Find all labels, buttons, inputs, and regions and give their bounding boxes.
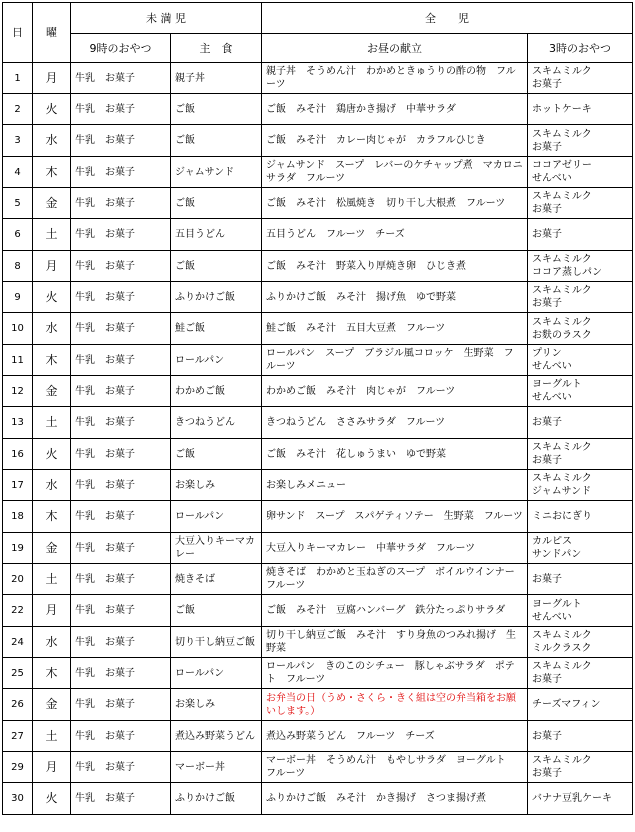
lunch-cell: ジャムサンド スープ レバーのケチャップ煮 マカロニサラダ フルーツ	[262, 157, 528, 188]
snack-3-line-2: せんべい	[532, 173, 572, 184]
snack-3-cell	[528, 658, 633, 689]
day-cell: 16	[3, 439, 33, 470]
snack-3-line-1: ココアゼリー	[532, 160, 592, 171]
weekday-cell: 水	[33, 627, 71, 658]
header-snack-9: 9時のおやつ	[71, 34, 171, 63]
staple-cell: お楽しみ	[171, 470, 262, 501]
staple-cell: ご飯	[171, 251, 262, 282]
snack-9-cell: 牛乳 お菓子	[71, 94, 171, 125]
snack-3-line-1: ミニおにぎり	[532, 511, 592, 522]
weekday-cell: 金	[33, 376, 71, 407]
table-row	[3, 376, 633, 407]
weekday-cell: 木	[33, 157, 71, 188]
snack-3-line-1: お菓子	[532, 417, 562, 428]
staple-cell: ロールパン	[171, 501, 262, 533]
snack-3-cell	[528, 595, 633, 627]
table-row	[3, 783, 633, 815]
lunch-cell: わかめご飯 みそ汁 肉じゃが フルーツ	[262, 376, 528, 407]
weekday-cell: 土	[33, 219, 71, 251]
snack-9-cell: 牛乳 お菓子	[71, 251, 171, 282]
day-cell: 17	[3, 470, 33, 501]
snack-3-line-2: お菓子	[532, 455, 562, 466]
snack-3-line-1: プリン	[532, 348, 562, 359]
weekday-cell: 土	[33, 564, 71, 595]
snack-9-cell: 牛乳 お菓子	[71, 783, 171, 815]
snack-3-cell	[528, 564, 633, 595]
snack-9-cell: 牛乳 お菓子	[71, 188, 171, 219]
snack-9-cell: 牛乳 お菓子	[71, 501, 171, 533]
snack-3-cell	[528, 689, 633, 721]
header-group-all: 全 児	[262, 3, 633, 34]
snack-3-cell	[528, 501, 633, 533]
table-row	[3, 188, 633, 219]
header-row-groups	[3, 3, 633, 34]
snack-3-line-1: ヨーグルト	[532, 379, 582, 390]
header-group-infant: 未 満 児	[71, 3, 262, 34]
snack-3-line-1: ヨーグルト	[532, 598, 582, 610]
snack-9-cell: 牛乳 お菓子	[71, 157, 171, 188]
staple-cell: マーボー丼	[171, 752, 262, 783]
snack-3-line-2: ジャムサンド	[532, 486, 592, 497]
snack-9-cell: 牛乳 お菓子	[71, 627, 171, 658]
weekday-cell: 月	[33, 63, 71, 94]
weekday-cell: 木	[33, 345, 71, 376]
day-cell: 5	[3, 188, 33, 219]
table-row	[3, 125, 633, 157]
day-cell: 24	[3, 627, 33, 658]
snack-3-line-2: お菓子	[532, 141, 562, 153]
weekday-cell: 水	[33, 125, 71, 157]
snack-3-cell	[528, 63, 633, 94]
header-lunch: お昼の献立	[262, 34, 528, 63]
header-row-columns	[3, 34, 633, 63]
snack-3-line-1: スキムミルク	[532, 316, 592, 328]
day-cell: 26	[3, 689, 33, 721]
staple-cell: 親子丼	[171, 63, 262, 94]
day-cell: 10	[3, 313, 33, 345]
table-row	[3, 94, 633, 125]
lunch-cell: ロールパン きのこのシチュー 豚しゃぶサラダ ポテト フルーツ	[262, 658, 528, 689]
weekday-cell: 土	[33, 721, 71, 752]
snack-3-line-1: スキムミルク	[532, 66, 592, 77]
snack-3-line-1: バナナ豆乳ケーキ	[532, 793, 612, 804]
snack-3-line-2: ミルクラスク	[532, 643, 592, 654]
table-row	[3, 595, 633, 627]
table-row	[3, 752, 633, 783]
table-row	[3, 157, 633, 188]
staple-cell: 煮込み野菜うどん	[171, 721, 262, 752]
snack-3-line-2: お菓子	[532, 768, 562, 779]
snack-3-line-2: せんべい	[532, 611, 572, 623]
snack-9-cell: 牛乳 お菓子	[71, 533, 171, 564]
snack-3-line-1: スキムミルク	[532, 254, 592, 265]
snack-3-cell	[528, 470, 633, 501]
snack-3-cell	[528, 752, 633, 783]
snack-9-cell: 牛乳 お菓子	[71, 219, 171, 251]
table-row	[3, 721, 633, 752]
lunch-cell: ご飯 みそ汁 カレー肉じゃが カラフルひじき	[262, 125, 528, 157]
snack-3-line-1: お菓子	[532, 229, 562, 240]
table-row	[3, 439, 633, 470]
lunch-cell: お楽しみメニュー	[262, 470, 528, 501]
table-row	[3, 627, 633, 658]
snack-3-line-1: スキムミルク	[532, 661, 592, 672]
day-cell: 8	[3, 251, 33, 282]
snack-3-cell	[528, 627, 633, 658]
snack-9-cell: 牛乳 お菓子	[71, 376, 171, 407]
staple-cell: 大豆入りキーマカレー	[171, 533, 262, 564]
snack-9-cell: 牛乳 お菓子	[71, 439, 171, 470]
snack-9-cell: 牛乳 お菓子	[71, 595, 171, 627]
weekday-cell: 火	[33, 439, 71, 470]
lunch-cell: 焼きそば わかめと玉ねぎのスープ ボイルウインナー フルーツ	[262, 564, 528, 595]
snack-9-cell: 牛乳 お菓子	[71, 345, 171, 376]
snack-9-cell: 牛乳 お菓子	[71, 407, 171, 439]
table-row	[3, 282, 633, 313]
snack-3-cell	[528, 282, 633, 313]
snack-9-cell: 牛乳 お菓子	[71, 313, 171, 345]
day-cell: 11	[3, 345, 33, 376]
lunch-cell: 卵サンド スープ スパゲティソテー 生野菜 フルーツ	[262, 501, 528, 533]
staple-cell: 鮭ご飯	[171, 313, 262, 345]
table-row	[3, 313, 633, 345]
weekday-cell: 水	[33, 470, 71, 501]
monthly-menu-table	[2, 2, 633, 815]
day-cell: 3	[3, 125, 33, 157]
day-cell: 4	[3, 157, 33, 188]
staple-cell: わかめご飯	[171, 376, 262, 407]
table-row	[3, 501, 633, 533]
lunch-cell: ふりかけご飯 みそ汁 かき揚げ さつま揚げ煮	[262, 783, 528, 815]
snack-3-line-1: ホットケーキ	[532, 103, 592, 115]
day-cell: 6	[3, 219, 33, 251]
day-cell: 19	[3, 533, 33, 564]
table-row	[3, 564, 633, 595]
weekday-cell: 月	[33, 595, 71, 627]
day-cell: 20	[3, 564, 33, 595]
header-snack-3: 3時のおやつ	[528, 34, 633, 63]
snack-3-cell	[528, 376, 633, 407]
weekday-cell: 金	[33, 689, 71, 721]
snack-3-cell	[528, 533, 633, 564]
day-cell: 25	[3, 658, 33, 689]
staple-cell: ふりかけご飯	[171, 282, 262, 313]
table-row	[3, 345, 633, 376]
snack-3-line-1: カルピス	[532, 536, 572, 547]
lunch-cell: 煮込み野菜うどん フルーツ チーズ	[262, 721, 528, 752]
staple-cell: ご飯	[171, 94, 262, 125]
snack-3-line-1: スキムミルク	[532, 630, 592, 641]
lunch-cell: お弁当の日（うめ・さくら・きく組は空の弁当箱をお願いします。）	[262, 689, 528, 721]
lunch-cell: ご飯 みそ汁 松風焼き 切り干し大根煮 フルーツ	[262, 188, 528, 219]
lunch-cell: ご飯 みそ汁 豆腐ハンバーグ 鉄分たっぷりサラダ	[262, 595, 528, 627]
weekday-cell: 金	[33, 188, 71, 219]
table-row	[3, 658, 633, 689]
snack-3-line-1: お菓子	[532, 573, 562, 585]
snack-3-cell	[528, 783, 633, 815]
header-staple: 主 食	[171, 34, 262, 63]
weekday-cell: 金	[33, 533, 71, 564]
snack-3-cell	[528, 345, 633, 376]
weekday-cell: 水	[33, 313, 71, 345]
snack-3-line-1: お菓子	[532, 730, 562, 742]
day-cell: 13	[3, 407, 33, 439]
snack-9-cell: 牛乳 お菓子	[71, 721, 171, 752]
snack-3-cell	[528, 251, 633, 282]
header-weekday: 曜	[33, 3, 71, 63]
table-row	[3, 251, 633, 282]
snack-3-line-2: お菓子	[532, 298, 562, 309]
snack-9-cell: 牛乳 お菓子	[71, 564, 171, 595]
snack-3-line-1: スキムミルク	[532, 755, 592, 766]
snack-9-cell: 牛乳 お菓子	[71, 658, 171, 689]
day-cell: 9	[3, 282, 33, 313]
snack-9-cell: 牛乳 お菓子	[71, 689, 171, 721]
table-row	[3, 63, 633, 94]
weekday-cell: 木	[33, 658, 71, 689]
day-cell: 30	[3, 783, 33, 815]
day-cell: 12	[3, 376, 33, 407]
table-row	[3, 407, 633, 439]
snack-9-cell: 牛乳 お菓子	[71, 282, 171, 313]
lunch-cell: ご飯 みそ汁 花しゅうまい ゆで野菜	[262, 439, 528, 470]
snack-3-cell	[528, 188, 633, 219]
lunch-cell: 鮭ご飯 みそ汁 五目大豆煮 フルーツ	[262, 313, 528, 345]
staple-cell: ロールパン	[171, 345, 262, 376]
header-day: 日	[3, 3, 33, 63]
snack-3-cell	[528, 313, 633, 345]
lunch-cell: ご飯 みそ汁 野菜入り厚焼き卵 ひじき煮	[262, 251, 528, 282]
day-cell: 29	[3, 752, 33, 783]
lunch-cell: 切り干し納豆ご飯 みそ汁 すり身魚のつみれ揚げ 生野菜	[262, 627, 528, 658]
snack-9-cell: 牛乳 お菓子	[71, 63, 171, 94]
day-cell: 22	[3, 595, 33, 627]
staple-cell: ご飯	[171, 188, 262, 219]
staple-cell: 焼きそば	[171, 564, 262, 595]
snack-3-cell	[528, 94, 633, 125]
table-row	[3, 219, 633, 251]
staple-cell: ロールパン	[171, 658, 262, 689]
snack-3-line-2: せんべい	[532, 392, 572, 403]
snack-3-cell	[528, 439, 633, 470]
lunch-cell: きつねうどん ささみサラダ フルーツ	[262, 407, 528, 439]
snack-9-cell: 牛乳 お菓子	[71, 752, 171, 783]
day-cell: 1	[3, 63, 33, 94]
lunch-cell: 大豆入りキーマカレー 中華サラダ フルーツ	[262, 533, 528, 564]
day-cell: 27	[3, 721, 33, 752]
snack-3-cell	[528, 125, 633, 157]
lunch-cell: 五目うどん フルーツ チーズ	[262, 219, 528, 251]
snack-3-line-1: スキムミルク	[532, 442, 592, 453]
staple-cell: 五目うどん	[171, 219, 262, 251]
staple-cell: きつねうどん	[171, 407, 262, 439]
staple-cell: ご飯	[171, 439, 262, 470]
snack-9-cell: 牛乳 お菓子	[71, 470, 171, 501]
lunch-cell: 親子丼 そうめん汁 わかめときゅうりの酢の物 フルーツ	[262, 63, 528, 94]
lunch-cell: ご飯 みそ汁 鶏唐かき揚げ 中華サラダ	[262, 94, 528, 125]
menu-body	[3, 63, 633, 815]
snack-3-line-2: ココア蒸しパン	[532, 267, 602, 278]
table-row	[3, 689, 633, 721]
snack-3-cell	[528, 219, 633, 251]
snack-3-line-1: スキムミルク	[532, 128, 592, 140]
snack-3-line-1: スキムミルク	[532, 473, 592, 484]
weekday-cell: 火	[33, 783, 71, 815]
weekday-cell: 火	[33, 282, 71, 313]
day-cell: 2	[3, 94, 33, 125]
lunch-cell: ロールパン スープ ブラジル風コロッケ 生野菜 フルーツ	[262, 345, 528, 376]
table-row	[3, 470, 633, 501]
snack-3-line-2: サンドパン	[532, 549, 582, 560]
weekday-cell: 月	[33, 752, 71, 783]
weekday-cell: 月	[33, 251, 71, 282]
snack-3-line-2: お麩のラスク	[532, 329, 592, 341]
staple-cell: お楽しみ	[171, 689, 262, 721]
staple-cell: ジャムサンド	[171, 157, 262, 188]
table-row	[3, 533, 633, 564]
lunch-cell: マーボー丼 そうめん汁 もやしサラダ ヨーグルト フルーツ	[262, 752, 528, 783]
snack-3-line-2: お菓子	[532, 79, 562, 90]
snack-3-line-1: スキムミルク	[532, 191, 592, 202]
snack-3-line-2: せんべい	[532, 361, 572, 372]
staple-cell: 切り干し納豆ご飯	[171, 627, 262, 658]
snack-3-cell	[528, 157, 633, 188]
weekday-cell: 土	[33, 407, 71, 439]
staple-cell: ご飯	[171, 595, 262, 627]
day-cell: 18	[3, 501, 33, 533]
staple-cell: ふりかけご飯	[171, 783, 262, 815]
staple-cell: ご飯	[171, 125, 262, 157]
snack-9-cell: 牛乳 お菓子	[71, 125, 171, 157]
snack-3-line-1: チーズマフィン	[532, 699, 601, 710]
snack-3-cell	[528, 721, 633, 752]
snack-3-line-1: スキムミルク	[532, 285, 592, 296]
snack-3-line-2: お菓子	[532, 674, 562, 685]
lunch-cell: ふりかけご飯 みそ汁 揚げ魚 ゆで野菜	[262, 282, 528, 313]
snack-3-line-2: お菓子	[532, 204, 562, 215]
snack-3-cell	[528, 407, 633, 439]
weekday-cell: 木	[33, 501, 71, 533]
weekday-cell: 火	[33, 94, 71, 125]
